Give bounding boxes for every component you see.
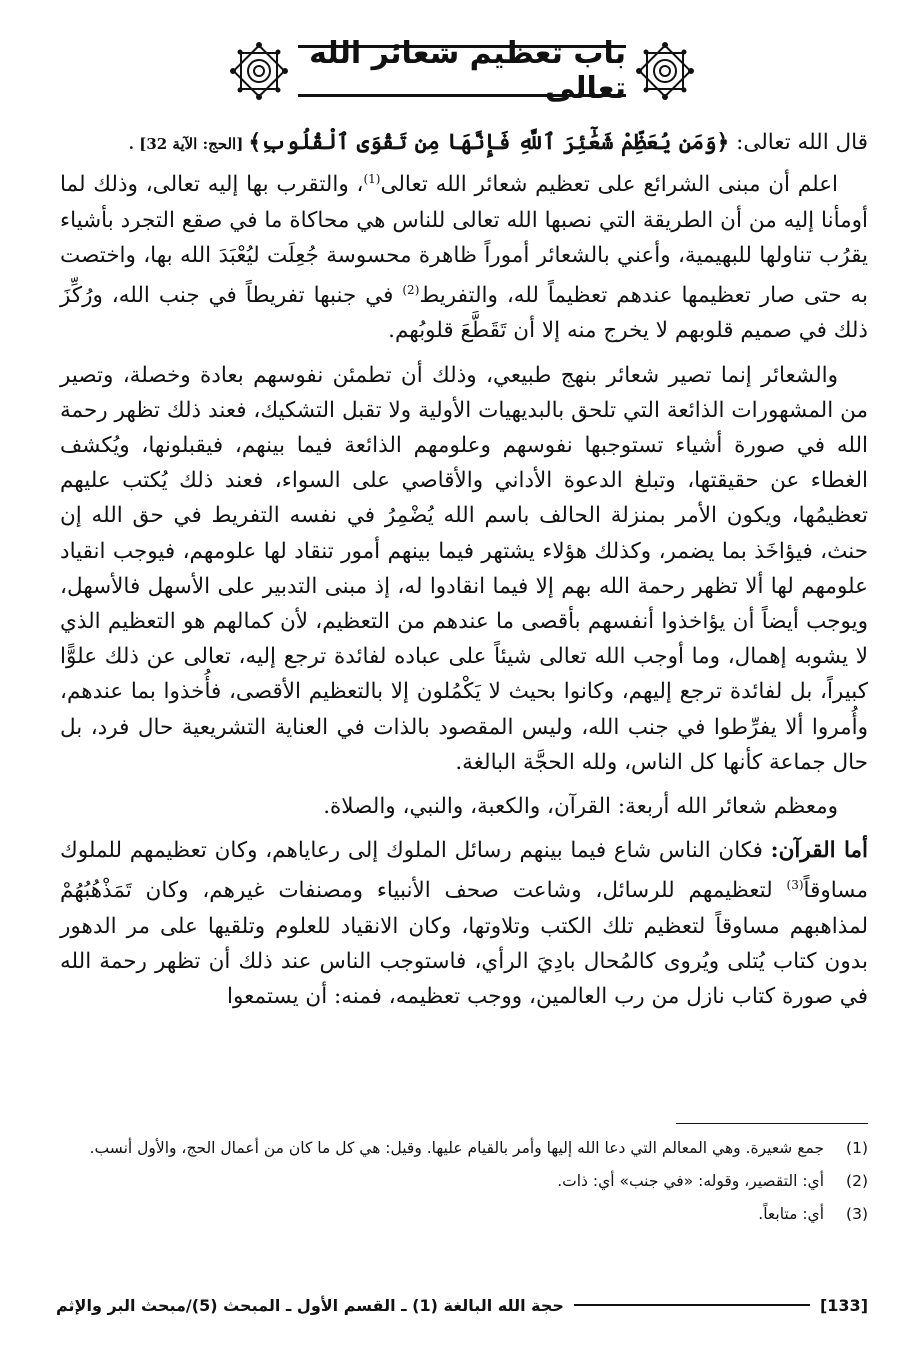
footnote-text: أي: متابعاً. [758,1205,824,1223]
paragraph: ومعظم شعائر الله أربعة: القرآن، والكعبة، والنبي، والصلاة. [323,793,838,819]
paragraph-text: فكان الناس شاع فيما بينهم رسائل الملوك إلى رعاياهم، وكان تعظيمهم للملوك مساوقاً [60,838,868,904]
star-ornament-icon [228,40,290,102]
running-title: حجة الله البالغة (1) ـ القسم الأول ـ المبحث (5)/مبحث البر والإثم [56,1295,564,1315]
page-number: [133] [819,1295,868,1315]
footnote-text: أي: التقصير، وقوله: «في جنب» أي: ذات. [557,1172,824,1190]
paragraph [60,162,868,348]
paragraph-text: في جنبها تفريطاً في جنب الله، ورُكِّزَ ذلك في صميم قلوبهم لا يخرج منه إلا أن تَقَطَّعَ قلوبُهم. [60,283,868,344]
paragraph-text: ، والتقرب بها إليه تعالى، وذلك لما أومأنا إليه من أن الطريقة التي نصبها الله تعالى للناس هي محاكاة ما في صقع التجرد بأشياء يقرُب تناولها للبهيمية، وأعني بالشعائر أموراً ظاهرة محسوسة جُعِلَت ليُعْبَدَ الله بها، واختصت به حتى صار تعظيمها عندهم تعظيماً لله، والتفريط [60,172,868,309]
footnote-number: (1) [846,1139,868,1157]
paragraph-text: اعلم أن مبنى الشرائع على تعظيم شعائر الله تعالى [380,172,839,198]
footnote-text: جمع شعيرة. وهي المعالم التي دعا الله إليها وأمر بالقيام عليها. وقيل: هي كل ما كان من أعمال الحج، والأول أنسب. [89,1139,824,1157]
footnote [60,1169,868,1194]
page-footer [56,1290,868,1320]
verse-paragraph [60,125,868,162]
main-text [60,125,868,1014]
paragraph: والشعائر إنما تصير شعائر بنهج طبيعي، وذلك أن تطمئن نفوسهم بعادة وخصلة، وتصير من المشهورات الذائعة التي تلحق بالبديهيات الأولية ولا تقبل التشكيك، فعند ذلك تظهر رحمة الله في صورة أشياء تستوجبها نفوسهم وعلومهم الذائعة فيما بينهم، فيقبلونها، ويُكشف الغطاء عن حقيقتها، وتبلغ الدعوة الأداني والأقاصي على السواء، فعند ذلك يُكتب عليهم تعظيمُها، ويكون الأمر بمنزلة الحالف باسم الله يُضْمِرُ في نفسه التفريط في حق الله إن حنث، فيؤاخَذ بما يضمر، وكذلك هؤلاء يشتهر فيما بينهم أمور تنقاد لها علومهم، فيوجب انقياد علومهم لها ألا تظهر رحمة الله بهم إلا فيما انقادوا له، إذ مبنى التدبير على الأسهل فالأسهل، ويوجب أيضاً أن يؤاخذوا أنفسهم بأقصى ما عندهم من التعظيم، لأن كمالهم هو التعظيم الذي لا يشوبه إهمال، وما أوجب الله تعالى شيئاً على عباده لفائدة ترجع إليه، تعالى عن ذلك علوًّا كبيراً، بل لفائدة ترجع إليهم، وكانوا بحيث لا يَكْمُلون إلا بالتعظيم الأقصى، فأُخذوا بما عندهم، وأُمروا ألا يفرِّطوا في جنب الله، وليس المقصود بالذات في العناية التشريعية حال فرد، بل حال جماعة كأنها كل الناس، ولله الحجَّة البالغة. [60,362,868,775]
footnote-marker[interactable]: (1) [363,172,381,187]
footnote [60,1136,868,1161]
section-lead: أما القرآن: [770,838,868,864]
chapter-title: باب تعظيم شعائر الله تعالى [298,45,626,97]
verse-reference: [الحج: الآية 32] . [128,135,249,153]
verse-intro: قال الله تعالى: [729,130,868,155]
footnote-divider [676,1123,868,1124]
quran-verse: ﴿وَمَن يُعَظِّمْ شَعَٰٓئِرَ ٱللَّهِ فَإِنَّهَا مِن تَقْوَى ٱلْقُلُوبِ﴾ [248,130,730,155]
footnote-number: (2) [846,1172,868,1190]
paragraph-text: لتعظيمهم للرسائل، وشاعت صحف الأنبياء ومصنفات غيرهم، وكان تَمَذْهُبُهُمْ لمذاهبهم مساوقاً لتعظيم تلك الكتب وتلاوتها، وكان الانقياد للعلوم وتلقيها على مر الدهور بدون كتاب يُتلى ويُروى كالمُحال بادِيَ الرأي، فاستوجب الناس عند ذلك أن تظهر رحمة الله في صورة كتاب نازل من رب العالمين، ووجب تعظيمه، فمنه: أن يستمعوا [60,878,868,1010]
footnote-number: (3) [846,1205,868,1223]
footnote-marker[interactable]: (3) [786,878,804,893]
footer-rule [574,1304,810,1306]
paragraph [60,833,868,1014]
footnotes [60,1136,868,1235]
footnote-marker[interactable]: (2) [402,282,420,297]
star-ornament-icon [634,40,696,102]
chapter-header [228,38,696,104]
footnote [60,1202,868,1227]
